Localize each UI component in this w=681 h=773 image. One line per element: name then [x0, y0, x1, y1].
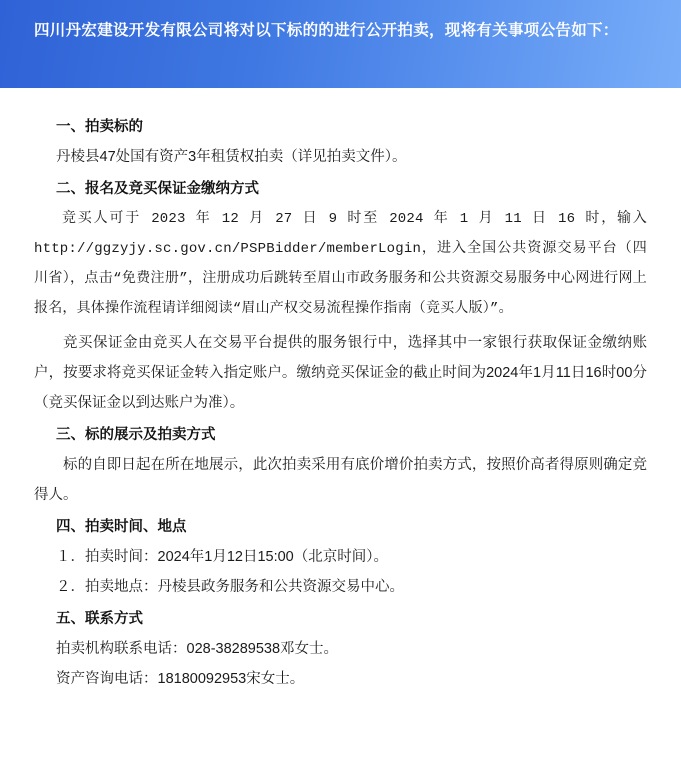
section-2-paragraph-2: 竞买保证金由竞买人在交易平台提供的服务银行中，选择其中一家银行获取保证金缴纳账户，按要求将竞买保证金转入指定账户。缴纳竞买保证金的截止时间为2024年1月11日16时00分（竞买保证金以到达账户为准）。 [34, 335, 647, 411]
section-5-item-2: 资产咨询电话：18180092953宋女士。 [56, 671, 305, 687]
section-heading-4: 四、拍卖时间、地点 [56, 519, 187, 535]
section-4-item-1: １．拍卖时间：2024年1月12日15:00（北京时间）。 [56, 549, 388, 565]
announcement-banner [0, 0, 681, 88]
section-1-paragraph-1: 丹棱县47处国有资产3年租赁权拍卖（详见拍卖文件）。 [56, 149, 407, 165]
section-heading-1: 一、拍卖标的 [56, 119, 143, 135]
section-4-item-2: ２．拍卖地点：丹棱县政务服务和公共资源交易中心。 [56, 579, 404, 595]
section-2-paragraph-1: 竞买人可于 2023 年 12 月 27 日 9 时至 2024 年 1 月 11 日 16 时，输入 http://ggzyjy.sc.gov.cn/PSPBidder/memberLogin，进入全国公共资源交易平台（四川省），点击“免费注册”，注册成功后跳转至眉山市政务服务和公共资源交易服务中心网进行网上报名，具体操作流程请详细阅读“眉山产权交易流程操作指南（竞买人版）”。 [34, 211, 647, 317]
section-heading-3: 三、标的展示及拍卖方式 [56, 427, 216, 443]
section-heading-5: 五、联系方式 [56, 611, 143, 627]
announcement-body [0, 88, 681, 764]
section-5-item-1: 拍卖机构联系电话：028-38289538邓女士。 [56, 641, 339, 657]
banner-title: 四川丹宏建设开发有限公司将对以下标的的进行公开拍卖，现将有关事项公告如下： [34, 22, 619, 39]
section-3-paragraph-1: 标的自即日起在所在地展示，此次拍卖采用有底价增价拍卖方式，按照价高者得原则确定竞得人。 [34, 457, 647, 503]
section-heading-2: 二、报名及竞买保证金缴纳方式 [56, 181, 259, 197]
bottom-spacer [34, 694, 647, 754]
